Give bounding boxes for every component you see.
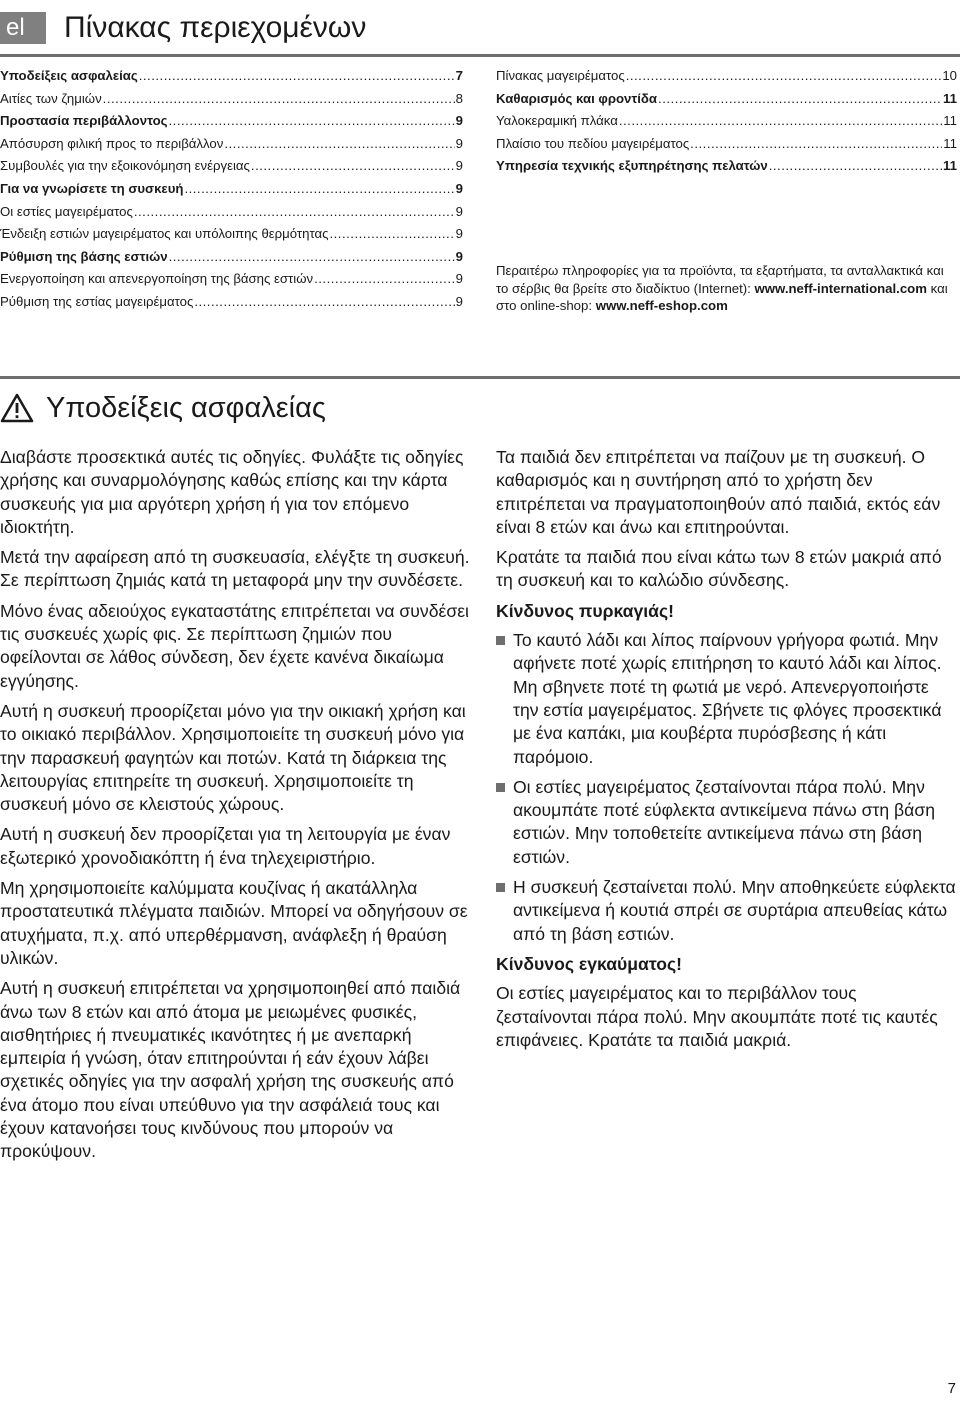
toc-entry-page: 7 — [455, 68, 463, 83]
toc-entry-page: 9 — [455, 293, 463, 309]
warning-triangle-icon — [0, 393, 34, 423]
toc-leader-dots — [619, 113, 942, 128]
children-distance-paragraph: Κρατάτε τα παιδιά που είναι κάτω των 8 ετών μακριά από τη συσκευή και το καλώδιο σύνδεσης. — [496, 547, 942, 591]
toc-leader-dots — [626, 68, 942, 83]
toc-entry-label: Ρύθμιση της εστίας μαγειρέματος — [0, 293, 194, 309]
toc-leader-dots — [224, 136, 454, 151]
toc-entry-label: Για να γνωρίσετε τη συσκευή — [0, 180, 184, 196]
toc-entry-page: 9 — [455, 226, 463, 242]
info-mid-text: και στο online-shop: — [496, 280, 948, 313]
safety-paragraph: Αυτή η συσκευή επιτρέπεται να χρησιμοποιηθεί από παιδιά άνω των 8 ετών και από άτομα με μειωμένες φυσικές, αισθητήριες ή πνευματικές ικανότητες ή με ανεπαρκή εμπειρία ή γνώση, όταν επιτηρούνται ή εάν έχουν λάβει σχετικές οδηγίες για την ασφαλή χρήση της συσκευής από ένα άτομο που είναι υπεύθυνο για την ασφάλειά τους και έχουν κατανοήσει τους κινδύνους που μπορούν να προκύψουν. — [0, 978, 461, 1162]
toc-entry-label: Υπηρεσία τεχνικής εξυπηρέτησης πελατών — [496, 158, 768, 174]
safety-left-column — [0, 446, 470, 1171]
toc-left-column — [0, 68, 463, 317]
toc-entry-label: Υαλοκεραμική πλάκα — [496, 113, 618, 129]
safety-paragraph: Μόνο ένας αδειούχος εγκαταστάτης επιτρέπεται να συνδέσει τις συσκευές χωρίς φις. Σε περίπτωση ζημιών που οφείλονται σε λάθος σύνδεση, δεν έχετε κανένα δικαίωμα εγγύησης. — [0, 600, 469, 691]
safety-paragraph: Μη χρησιμοποιείτε καλύμματα κουζίνας ή ακατάλληλα προστατευτικά πλέγματα παιδιών. Μπορεί να οδηγήσουν σε ατυχήματα, π.χ. από υπερθέρμανση, ανάφλεξη ή θραύση υλικών. — [0, 878, 468, 968]
toc-entry-label: Υποδείξεις ασφαλείας — [0, 68, 138, 83]
toc-leader-dots — [690, 136, 942, 151]
toc-entry-label: Οι εστίες μαγειρέματος — [0, 203, 133, 219]
toc-entry[interactable] — [496, 91, 957, 114]
toc-entry-label: Ρύθμιση της βάσης εστιών — [0, 248, 168, 264]
toc-entry-label: Απόσυρση φιλική προς το περιβάλλον — [0, 135, 224, 151]
toc-entry[interactable] — [0, 249, 463, 272]
toc-entry[interactable] — [0, 294, 463, 317]
fire-risk-item — [496, 629, 956, 769]
toc-entry[interactable] — [0, 181, 463, 204]
toc-leader-dots — [103, 91, 455, 106]
fire-risk-item-text: Η συσκευή ζεσταίνεται πολύ. Μην αποθηκεύετε εύφλεκτα αντικείμενα ή κουτιά σπρέι σε συρτάρια απευθείας κάτω από τη βάση εστιών. — [513, 877, 956, 944]
toc-entry-page: 9 — [455, 203, 463, 219]
toc-entry-page: 9 — [455, 158, 463, 174]
safety-paragraph: Διαβάστε προσεκτικά αυτές τις οδηγίες. Φυλάξτε τις οδηγίες χρήσης και συναρμολόγησης καθώς επίσης και την κάρτα συσκευής για μια αργότερη χρήση ή για τον επόμενο ιδιοκτήτη. — [0, 447, 464, 537]
toc-entry-page: 9 — [455, 135, 463, 151]
toc-leader-dots — [329, 226, 454, 241]
fire-risk-item — [496, 776, 956, 869]
toc-entry-label: Προστασία περιβάλλοντος — [0, 113, 168, 129]
square-bullet-icon — [496, 783, 505, 792]
children-paragraph: Τα παιδιά δεν επιτρέπεται να παίζουν με τη συσκευή. Ο καθαρισμός και η συντήρηση από το χρήστη δεν επιτρέπεται να πραγματοποιηθούν από παιδιά, εκτός εάν είναι 8 ετών και άνω και επιτηρούνται. — [496, 447, 941, 537]
info-text: Περαιτέρω πληροφορίες για τα προϊόντα, τα εξαρτήματα, τα ανταλλακτικά και το σέρβις θα βρείτε στο διαδίκτυο (Internet): — [496, 263, 944, 296]
section-header — [0, 384, 326, 432]
toc-entry-label: Συμβουλές για την εξοικονόμηση ενέργειας — [0, 158, 250, 174]
toc-entry[interactable] — [0, 226, 463, 249]
toc-entry-page: 8 — [455, 90, 463, 106]
toc-leader-dots — [139, 68, 455, 83]
info-url-international[interactable]: www.neff-international.com — [754, 280, 927, 296]
toc-entry[interactable] — [496, 136, 957, 159]
toc-entry[interactable] — [0, 158, 463, 181]
toc-entry-page: 9 — [455, 271, 463, 287]
toc-entry[interactable] — [0, 113, 463, 136]
toc-leader-dots — [184, 181, 454, 196]
toc-leader-dots — [169, 249, 455, 264]
toc-entry-page: 11 — [943, 90, 957, 106]
toc-leader-dots — [769, 158, 942, 173]
toc-entry[interactable] — [496, 68, 957, 91]
safety-paragraph: Μετά την αφαίρεση από τη συσκευασία, ελέγξτε τη συσκευή. Σε περίπτωση ζημιάς κατά τη μεταφορά μην την συνδέσετε. — [0, 547, 470, 591]
toc-right-column — [496, 68, 957, 181]
safety-paragraph: Αυτή η συσκευή προορίζεται μόνο για την οικιακή χρήση και το οικιακό περιβάλλον. Χρησιμοποιείτε τη συσκευή μόνο για την παρασκευή φαγητών και ποτών. Κατά τη διάρκεια της λειτουργίας επιτηρείτε τη συσκευή. Χρησιμοποιείτε τη συσκευή μόνο σε κλειστούς χώρους. — [0, 700, 466, 815]
page-number: 7 — [947, 1380, 956, 1397]
toc-entry-page: 10 — [942, 68, 957, 83]
toc-leader-dots — [194, 294, 454, 309]
toc-entry[interactable] — [0, 271, 463, 294]
fire-risk-list — [496, 629, 956, 946]
safety-right-column — [496, 446, 956, 1059]
page-title: Πίνακας περιεχομένων — [64, 11, 367, 44]
toc-leader-dots — [658, 91, 942, 106]
toc-entry-label: Ενεργοποίηση και απενεργοποίηση της βάσης εστιών — [0, 271, 314, 287]
toc-leader-dots — [169, 113, 455, 128]
toc-entry-page: 9 — [455, 113, 463, 129]
language-tag: el — [0, 12, 46, 44]
section-title: Υποδείξεις ασφαλείας — [46, 391, 326, 424]
burn-risk-heading: Κίνδυνος εγκαύματος! — [496, 953, 682, 974]
toc-entry-label: Καθαρισμός και φροντίδα — [496, 90, 658, 106]
toc-entry-page: 11 — [943, 135, 957, 151]
toc-info-text — [496, 262, 956, 315]
fire-risk-item-text: Οι εστίες μαγειρέματος ζεσταίνονται πάρα πολύ. Μην ακουμπάτε ποτέ εύφλεκτα αντικείμενα πάνω στη βάση εστιών. Μην τοποθετείτε αντικείμενα πάνω στη βάση εστιών. — [513, 776, 935, 867]
toc-entry-label: Αιτίες των ζημιών — [0, 90, 102, 106]
fire-risk-heading: Κίνδυνος πυρκαγιάς! — [496, 600, 674, 621]
square-bullet-icon — [496, 883, 505, 892]
toc-leader-dots — [251, 158, 455, 173]
toc-entry-label: Πλαίσιο του πεδίου μαγειρέματος — [496, 135, 690, 151]
safety-paragraph: Αυτή η συσκευή δεν προορίζεται για τη λειτουργία με έναν εξωτερικό χρονοδιακόπτη ή ένα τηλεχειριστήριο. — [0, 824, 451, 868]
toc-entry[interactable] — [0, 136, 463, 159]
toc-entry-page: 11 — [943, 158, 957, 174]
toc-entry-page: 11 — [943, 113, 957, 129]
info-url-eshop[interactable]: www.neff-eshop.com — [595, 298, 728, 313]
header-divider — [0, 54, 960, 57]
toc-entry[interactable] — [0, 91, 463, 114]
toc-entry-label: Πίνακας μαγειρέματος — [496, 68, 625, 83]
toc-leader-dots — [314, 271, 455, 286]
toc-entry[interactable] — [0, 204, 463, 227]
toc-entry[interactable] — [496, 158, 957, 181]
section-divider — [0, 376, 960, 379]
toc-entry-label: Ένδειξη εστιών μαγειρέματος και υπόλοιπης θερμότητας — [0, 226, 329, 242]
toc-entry-page: 9 — [455, 248, 463, 264]
fire-risk-item — [496, 876, 956, 946]
toc-entry[interactable] — [496, 113, 957, 136]
burn-risk-paragraph: Οι εστίες μαγειρέματος και το περιβάλλον τους ζεσταίνονται πάρα πολύ. Μην ακουμπάτε ποτέ τις καυτές επιφάνειες. Κρατάτε τα παιδιά μακριά. — [496, 983, 938, 1050]
fire-risk-item-text: Το καυτό λάδι και λίπος παίρνουν γρήγορα φωτιά. Μην αφήνετε ποτέ χωρίς επιτήρηση το καυτό λάδι και λίπος. Μη σβηνετε ποτέ τη φωτιά με νερό. Απενεργοποιήστε την εστία μαγειρέματος. Σβήνετε τις φλόγες προσεκτικά με ένα καπάκι, μια κουβέρτα πυρόσβεσης ή κάτι παρόμοιο. — [513, 630, 942, 767]
square-bullet-icon — [496, 636, 505, 645]
toc-leader-dots — [134, 204, 455, 219]
toc-entry-page: 9 — [455, 180, 463, 196]
toc-entry[interactable] — [0, 68, 463, 91]
